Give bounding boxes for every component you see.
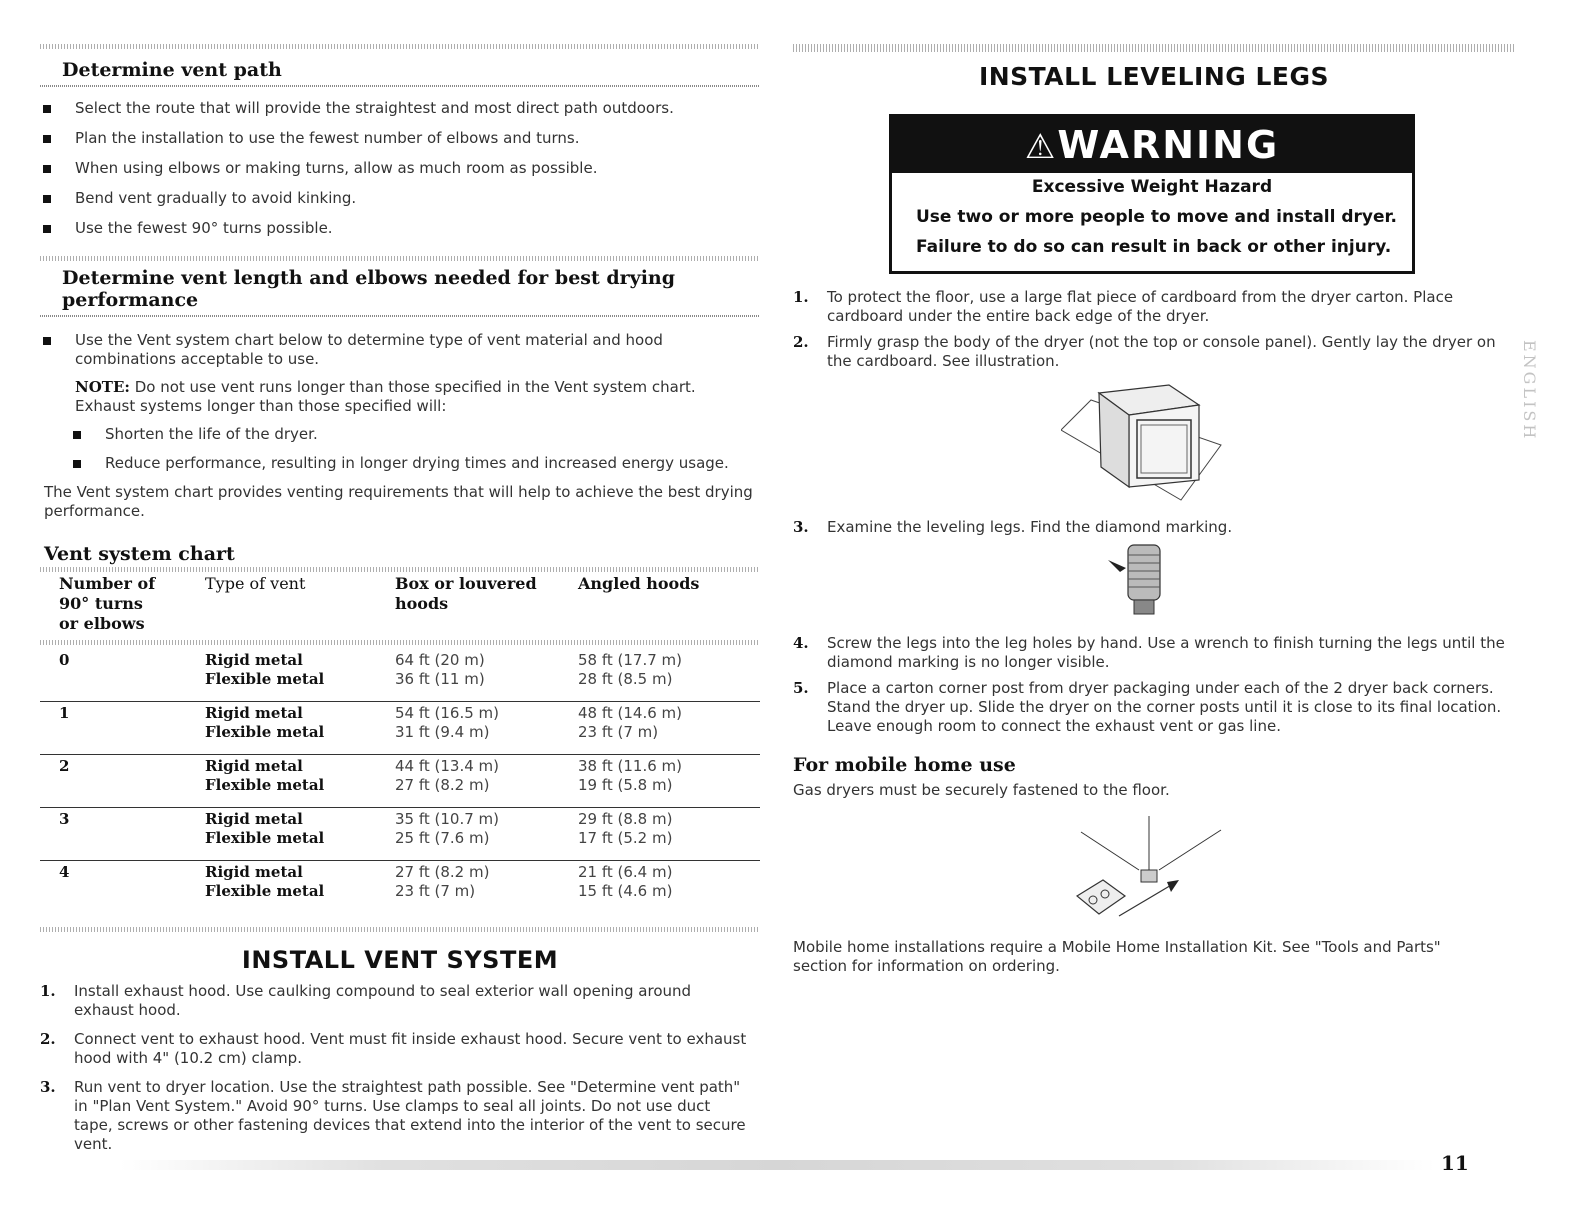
legs-step-3 — [793, 518, 1505, 537]
closing-paragraph: The Vent system chart provides venting requirements that will help to achieve the best drying performance. — [44, 483, 753, 520]
leveling-leg-illustration — [1106, 540, 1176, 620]
warning-hazard: Excessive Weight Hazard — [1031, 177, 1273, 197]
cell-type: Rigid metal — [205, 704, 303, 722]
mobile-text: Gas dryers must be securely fastened to the floor. — [793, 781, 1170, 799]
header-number-l3: or elbows — [59, 614, 145, 633]
step-number: 1. — [793, 288, 809, 306]
cell-type: Flexible metal — [205, 829, 325, 847]
cell-angled: 58 ft (17.7 m) — [578, 651, 683, 669]
cell-box: 25 ft (7.6 m) — [395, 829, 490, 847]
warning-box — [889, 114, 1415, 274]
step-number: 2. — [793, 333, 809, 351]
cell-box: 35 ft (10.7 m) — [395, 810, 500, 828]
cell-type: Rigid metal — [205, 651, 303, 669]
step-number: 1. — [40, 982, 56, 1000]
install-legs-title: INSTALL LEVELING LEGS — [978, 62, 1330, 91]
list-item — [793, 679, 1505, 736]
vent-path-heading: Determine vent path — [62, 59, 282, 81]
install-vent-title: INSTALL VENT SYSTEM — [241, 946, 559, 974]
mobile-kit-text: Mobile home installations require a Mobile Home Installation Kit. See "Tools and Parts" section for information on ordering. — [793, 938, 1441, 975]
cell-angled: 23 ft (7 m) — [578, 723, 659, 741]
list-item — [40, 1078, 752, 1154]
cell-type: Flexible metal — [205, 776, 325, 794]
note-label: NOTE: — [75, 378, 130, 396]
note-paragraph — [40, 378, 760, 416]
list-item: Reduce performance, resulting in longer drying times and increased energy usage. — [70, 454, 760, 473]
cell-angled: 38 ft (11.6 m) — [578, 757, 683, 775]
install-vent-steps — [40, 982, 752, 1154]
legs-steps-4-5 — [793, 634, 1505, 736]
cell-angled: 28 ft (8.5 m) — [578, 670, 673, 688]
list-item: Plan the installation to use the fewest number of elbows and turns. — [40, 129, 760, 148]
cell-type: Flexible metal — [205, 882, 325, 900]
list-item: Bend vent gradually to avoid kinking. — [40, 189, 760, 208]
step-text: To protect the floor, use a large flat piece of cardboard from the dryer carton. Place cardboard under the entire back edge of the dryer. — [827, 288, 1454, 325]
step-text: Examine the leveling legs. Find the diamond marking. — [827, 518, 1233, 536]
header-box-l2: hoods — [395, 594, 449, 613]
cell-turns: 3 — [59, 810, 70, 828]
legs-steps-1-2 — [793, 288, 1505, 371]
page-number: 11 — [1441, 1151, 1469, 1175]
chart-header — [40, 574, 760, 636]
cell-box: 23 ft (7 m) — [395, 882, 476, 900]
header-number: Number of — [59, 574, 156, 593]
warning-triangle-icon: ⚠ — [1024, 127, 1058, 167]
left-column — [40, 0, 760, 1154]
step-number: 5. — [793, 679, 809, 697]
cell-type: Flexible metal — [205, 670, 325, 688]
cell-box: 31 ft (9.4 m) — [395, 723, 490, 741]
mobile-heading: For mobile home use — [793, 754, 1016, 776]
cell-turns: 2 — [59, 757, 70, 775]
page-footer-bar — [120, 1160, 1435, 1170]
cell-type: Rigid metal — [205, 810, 303, 828]
cell-angled: 21 ft (6.4 m) — [578, 863, 673, 881]
list-item — [40, 1030, 752, 1068]
warning-line-1: Use two or more people to move and install dryer. — [916, 207, 1397, 227]
list-item — [793, 288, 1505, 326]
list-item — [793, 333, 1505, 371]
cell-angled: 29 ft (8.8 m) — [578, 810, 673, 828]
table-row — [40, 808, 760, 861]
note-text: Do not use vent runs longer than those specified in the Vent system chart. Exhaust systems longer than those specified will: — [75, 378, 696, 415]
list-item — [793, 634, 1505, 672]
step-text: Connect vent to exhaust hood. Vent must fit inside exhaust hood. Secure vent to exhaust hood with 4" (10.2 cm) clamp. — [74, 1030, 747, 1067]
table-row — [40, 861, 760, 913]
vent-path-list — [40, 99, 760, 238]
cell-box: 44 ft (13.4 m) — [395, 757, 500, 775]
table-row — [40, 702, 760, 755]
chart-body — [40, 649, 760, 913]
header-angled: Angled hoods — [578, 574, 700, 593]
header-type: Type of vent — [205, 574, 306, 593]
heading-underline — [40, 85, 760, 87]
list-item: Use the Vent system chart below to determine type of vent material and hood combinations acceptable to use. — [40, 331, 705, 369]
list-item — [40, 982, 752, 1020]
cell-box: 54 ft (16.5 m) — [395, 704, 500, 722]
right-column — [793, 0, 1515, 1225]
mobile-home-bracket-illustration — [1061, 812, 1241, 930]
cell-type: Flexible metal — [205, 723, 325, 741]
step-text: Place a carton corner post from dryer packaging under each of the 2 dryer back corners. Stand the dryer up. Slide the dryer on the corner posts until it is close to its final location. Leave enough room to connect the exhaust vent or gas line. — [827, 679, 1502, 735]
table-row — [40, 649, 760, 702]
list-item: Select the route that will provide the straightest and most direct path outdoors. — [40, 99, 760, 118]
section-rule — [40, 927, 760, 932]
step-number: 2. — [40, 1030, 56, 1048]
step-number: 4. — [793, 634, 809, 652]
list-item: When using elbows or making turns, allow as much room as possible. — [40, 159, 760, 178]
cell-angled: 19 ft (5.8 m) — [578, 776, 673, 794]
chart-top-rule — [40, 567, 760, 572]
cell-box: 36 ft (11 m) — [395, 670, 485, 688]
chart-header-rule — [40, 640, 760, 645]
cell-angled: 17 ft (5.2 m) — [578, 829, 673, 847]
step-text: Firmly grasp the body of the dryer (not the top or console panel). Gently lay the dryer on the cardboard. See illustration. — [827, 333, 1496, 370]
cell-type: Rigid metal — [205, 757, 303, 775]
vent-length-list — [40, 331, 760, 369]
cell-turns: 0 — [59, 651, 70, 669]
cell-turns: 1 — [59, 704, 70, 722]
vent-length-heading: Determine vent length and elbows needed for best drying performance — [62, 267, 676, 311]
dryer-on-cardboard-illustration — [1061, 375, 1241, 505]
list-item: Shorten the life of the dryer. — [70, 425, 760, 444]
table-row — [40, 755, 760, 808]
cell-turns: 4 — [59, 863, 70, 881]
header-box: Box or louvered — [395, 574, 537, 593]
step-number: 3. — [793, 518, 809, 536]
step-text: Screw the legs into the leg holes by hand. Use a wrench to finish turning the legs until the diamond marking is no longer visible. — [827, 634, 1505, 671]
step-text: Run vent to dryer location. Use the straightest path possible. See "Determine vent path" in "Plan Vent System." Avoid 90° turns. Use clamps to seal all joints. Do not use duct tape, screws or other fastening devices that extend into the interior of the vent to secure vent. — [74, 1078, 746, 1153]
cell-angled: 48 ft (14.6 m) — [578, 704, 683, 722]
warning-label: WARNING — [1057, 123, 1280, 167]
cell-box: 64 ft (20 m) — [395, 651, 485, 669]
cell-angled: 15 ft (4.6 m) — [578, 882, 673, 900]
section-rule — [793, 44, 1515, 52]
chart-title: Vent system chart — [44, 543, 235, 565]
heading-underline — [40, 315, 760, 317]
note-sub-list — [70, 425, 760, 473]
warning-line-2: Failure to do so can result in back or other injury. — [916, 237, 1392, 257]
step-number: 3. — [40, 1078, 56, 1096]
cell-type: Rigid metal — [205, 863, 303, 881]
header-number-l2: 90° turns — [59, 594, 143, 613]
language-side-label: ENGLISH — [1520, 340, 1539, 442]
list-item: Use the fewest 90° turns possible. — [40, 219, 760, 238]
step-text: Install exhaust hood. Use caulking compound to seal exterior wall opening around exhaust hood. — [74, 982, 692, 1019]
cell-box: 27 ft (8.2 m) — [395, 776, 490, 794]
warning-banner — [892, 117, 1412, 173]
section-rule — [40, 44, 760, 49]
section-rule — [40, 256, 760, 261]
list-item — [793, 518, 1505, 537]
cell-box: 27 ft (8.2 m) — [395, 863, 490, 881]
